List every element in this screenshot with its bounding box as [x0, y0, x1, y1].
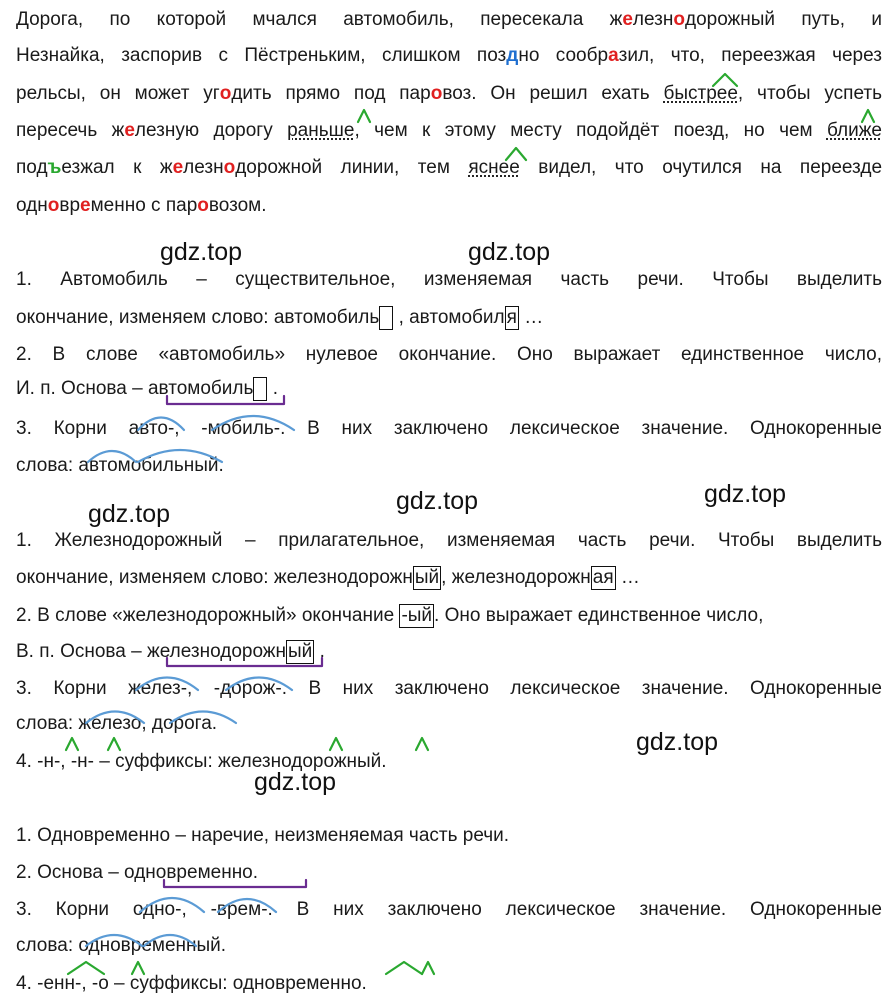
s2-line-5: 3. Корни желез-, -дорож-. В них заключено лексическое значение. Однокоренные — [16, 678, 882, 699]
passage-line-1: Дорога, по которой мчался автомобиль, пересекала железнодорожный путь, и — [16, 9, 882, 30]
watermark: gdz.top — [396, 487, 479, 515]
ending-box: -ый — [401, 605, 433, 626]
watermark: gdz.top — [636, 728, 719, 756]
s1-line-3: 2. В слове «автомобиль» нулевое окончание. Оно выражает единственное число, — [16, 344, 882, 365]
suffix-caret — [108, 738, 120, 750]
watermark: gdz.top — [160, 238, 243, 266]
ending-box — [253, 377, 267, 401]
s2-line-6: слова: железо, дорога. — [16, 713, 218, 734]
s2-line-1: 1. Железнодорожный – прилагательное, изменяемая часть речи. Чтобы выделить — [16, 530, 882, 551]
s2-line-7: 4. -н-, -н- – суффиксы: железнодорожный. — [16, 751, 387, 772]
passage-line-4: пересечь железную дорогу раньше, чем к этому месту подойдёт поезд, но чем ближе — [16, 120, 882, 141]
s3-line-4: слова: одновременный. — [16, 935, 227, 956]
s2-line-3: 2. В слове «железнодорожный» окончание -ый . Оно выражает единственное число, — [16, 605, 764, 627]
s1-line-4: И. п. Основа – автомобиль . — [16, 378, 278, 400]
s1-line-5: 3. Корни авто-, -мобиль-. В них заключено лексическое значение. Однокоренные — [16, 418, 882, 439]
s1-line-2: окончание, изменяем слово: автомобиль , автомобил я … — [16, 307, 544, 329]
s3-line-2: 2. Основа – одновременно. — [16, 862, 259, 883]
s2-line-2: окончание, изменяем слово: железнодорожн ый , железнодорожн ая … — [16, 567, 640, 589]
s2-line-4: В. п. Основа – железнодорожн ый . — [16, 641, 325, 663]
ending-box: я — [506, 307, 517, 328]
ending-box: ый — [414, 567, 440, 588]
s1-line-6: слова: автомобильный. — [16, 455, 224, 476]
passage-line-6: одновременно с паровозом. — [16, 195, 267, 216]
s3-line-3: 3. Корни одно-, -врем-. В них заключено лексическое значение. Однокоренные — [16, 899, 882, 920]
suffix-caret — [416, 738, 428, 750]
s1-line-1: 1. Автомобиль – существительное, изменяемая часть речи. Чтобы выделить — [16, 269, 882, 290]
suffix-caret — [330, 738, 342, 750]
suffix-caret — [66, 738, 78, 750]
watermark: gdz.top — [468, 238, 551, 266]
passage-line-3: рельсы, он может угодить прямо под паровоз. Он решил ехать быстрее, чтобы успеть — [16, 83, 883, 104]
s3-line-1: 1. Одновременно – наречие, неизменяемая часть речи. — [16, 825, 510, 846]
ending-box: ый — [288, 641, 313, 662]
passage-line-5: подъезжал к железнодорожной линии, тем яснее видел, что очутился на переезде — [16, 157, 883, 178]
s3-line-5: 4. -енн-, -о – суффиксы: одновременно. — [16, 973, 367, 994]
passage-line-2: Незнайка, заспорив с Пёстреньким, слишком поздно сообразил, что, переезжая через — [16, 45, 882, 66]
watermark: gdz.top — [704, 480, 787, 508]
ending-box — [379, 306, 393, 330]
watermark: gdz.top — [88, 500, 171, 528]
watermark: gdz.top — [254, 768, 337, 796]
ending-box: ая — [592, 567, 614, 588]
